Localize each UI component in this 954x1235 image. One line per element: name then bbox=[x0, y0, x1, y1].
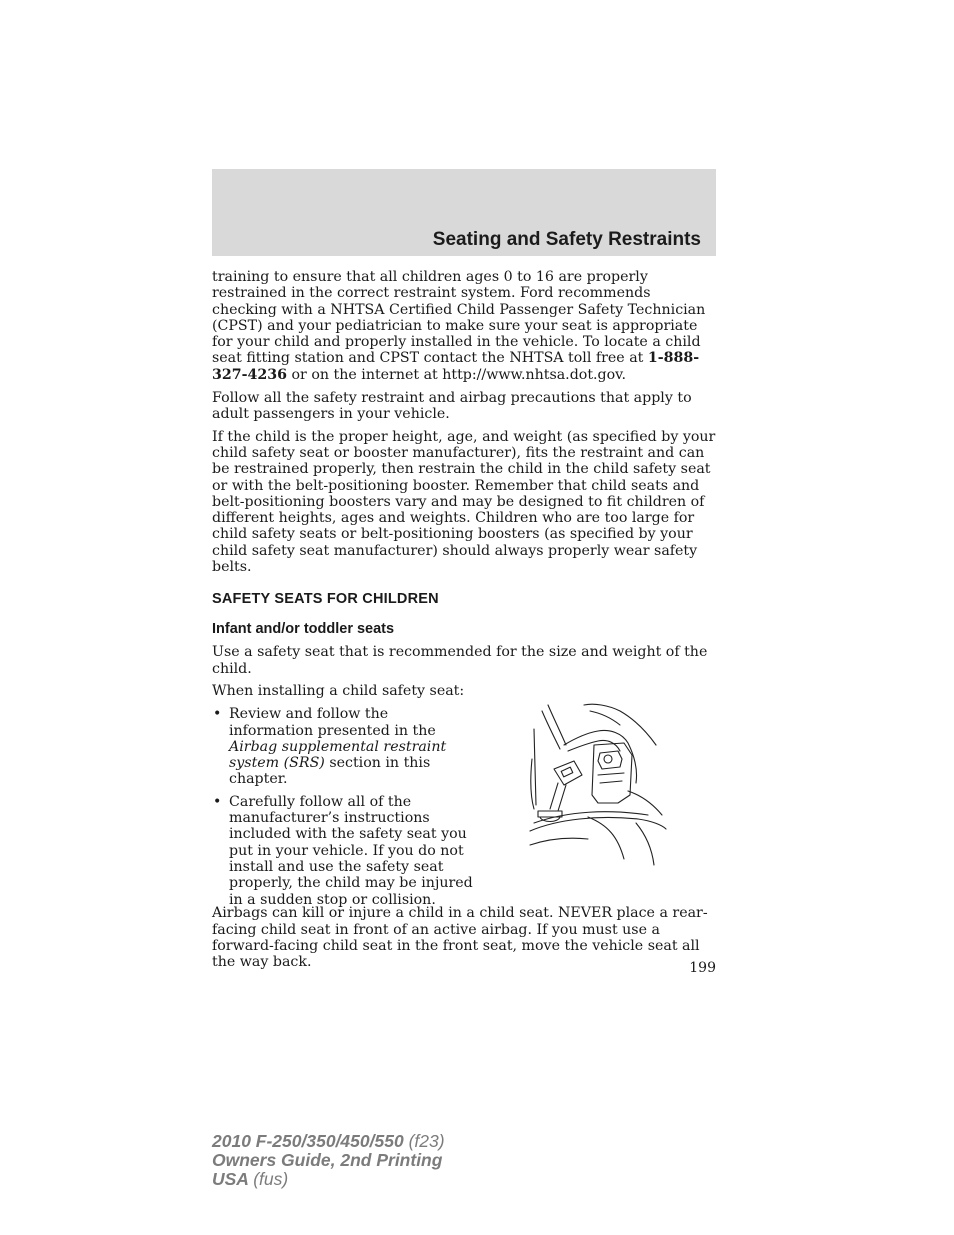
paragraph-airbag-warning: Airbags can kill or injure a child in a child seat. NEVER place a rear-facing child seat in front of an active airbag. If you must use a forward-facing child seat in the front seat, move the vehicle seat all the way back. bbox=[212, 905, 708, 971]
chapter-header-band bbox=[212, 169, 716, 256]
footer-line-printing: Owners Guide, 2nd Printing bbox=[212, 1150, 443, 1170]
paragraph-precautions: Follow all the safety restraint and airbag precautions that apply to adult passengers in your vehicle. bbox=[212, 389, 692, 422]
footer-model-code: (f23) bbox=[408, 1131, 445, 1151]
paragraph-cpst-tail: or on the internet at http://www.nhtsa.dot.gov. bbox=[291, 366, 626, 383]
sub-heading: Infant and/or toddler seats bbox=[212, 621, 395, 638]
bullet-dot: • bbox=[213, 793, 222, 810]
bullet1-tail: section in this chapter. bbox=[229, 755, 431, 788]
paragraph-cpst-text: training to ensure that all children ages 0 to 16 are properly restrained in the correct restraint system. Ford recommends checking with a NHTSA Certified Child Passenger Safety Technician (CPST) and your pediatrician to make sure your seat is appropriate for your child and properly installed in the vehicle. To locate a child seat fitting station and CPST contact the NHTSA toll free at bbox=[212, 269, 706, 367]
bullet-block bbox=[212, 706, 718, 908]
bullet2-text: Carefully follow all of the manufacturer’s instructions included with the safety seat you put in your vehicle. If you do not install and use the safety seat properly, the child may be injured in a sudden stop or collision. bbox=[229, 793, 473, 908]
paragraph-recommended-seat: Use a safety seat that is recommended for the size and weight of the child. bbox=[212, 644, 708, 677]
bullet-item bbox=[212, 706, 476, 787]
seat-belt-buckle-illustration bbox=[528, 699, 668, 869]
airbag-srs-reference: Airbag supplemental restraint system (SRS) bbox=[229, 738, 447, 772]
bullet-dot: • bbox=[213, 706, 222, 723]
bullet1-text: Review and follow the information presented in the bbox=[229, 706, 436, 739]
paragraph-cpst bbox=[212, 269, 718, 383]
footer-line-model bbox=[212, 1132, 445, 1151]
page-content bbox=[212, 269, 718, 977]
paragraph-proper-fit: If the child is the proper height, age, and weight (as specified by your child safety seat or booster manufacturer), fits the restraint and can be restrained properly, then restrain the child in the child safety seat or with the belt-positioning booster. Remember that child seats and belt-positioning boosters vary and may be designed to fit children of different heights, ages and weights. Children who are too large for child safety seats or belt-positioning boosters (as specified by your child safety seat manufacturer) should always properly wear safety belts. bbox=[212, 428, 716, 576]
page-number: 199 bbox=[689, 960, 716, 976]
footer-market-code: (fus) bbox=[253, 1169, 289, 1189]
footer-line-market bbox=[212, 1170, 445, 1189]
bullet-list bbox=[212, 706, 476, 914]
footer-model: 2010 F-250/350/450/550 bbox=[212, 1131, 404, 1151]
footer-market: USA bbox=[212, 1169, 249, 1189]
footer bbox=[212, 1132, 445, 1189]
section-heading: SAFETY SEATS FOR CHILDREN bbox=[212, 591, 439, 608]
bullet-item bbox=[212, 794, 476, 908]
nhtsa-phone-number: 1-888-327-4236 bbox=[212, 350, 700, 383]
paragraph-installing: When installing a child safety seat: bbox=[212, 683, 465, 700]
chapter-title: Seating and Safety Restraints bbox=[432, 229, 701, 250]
